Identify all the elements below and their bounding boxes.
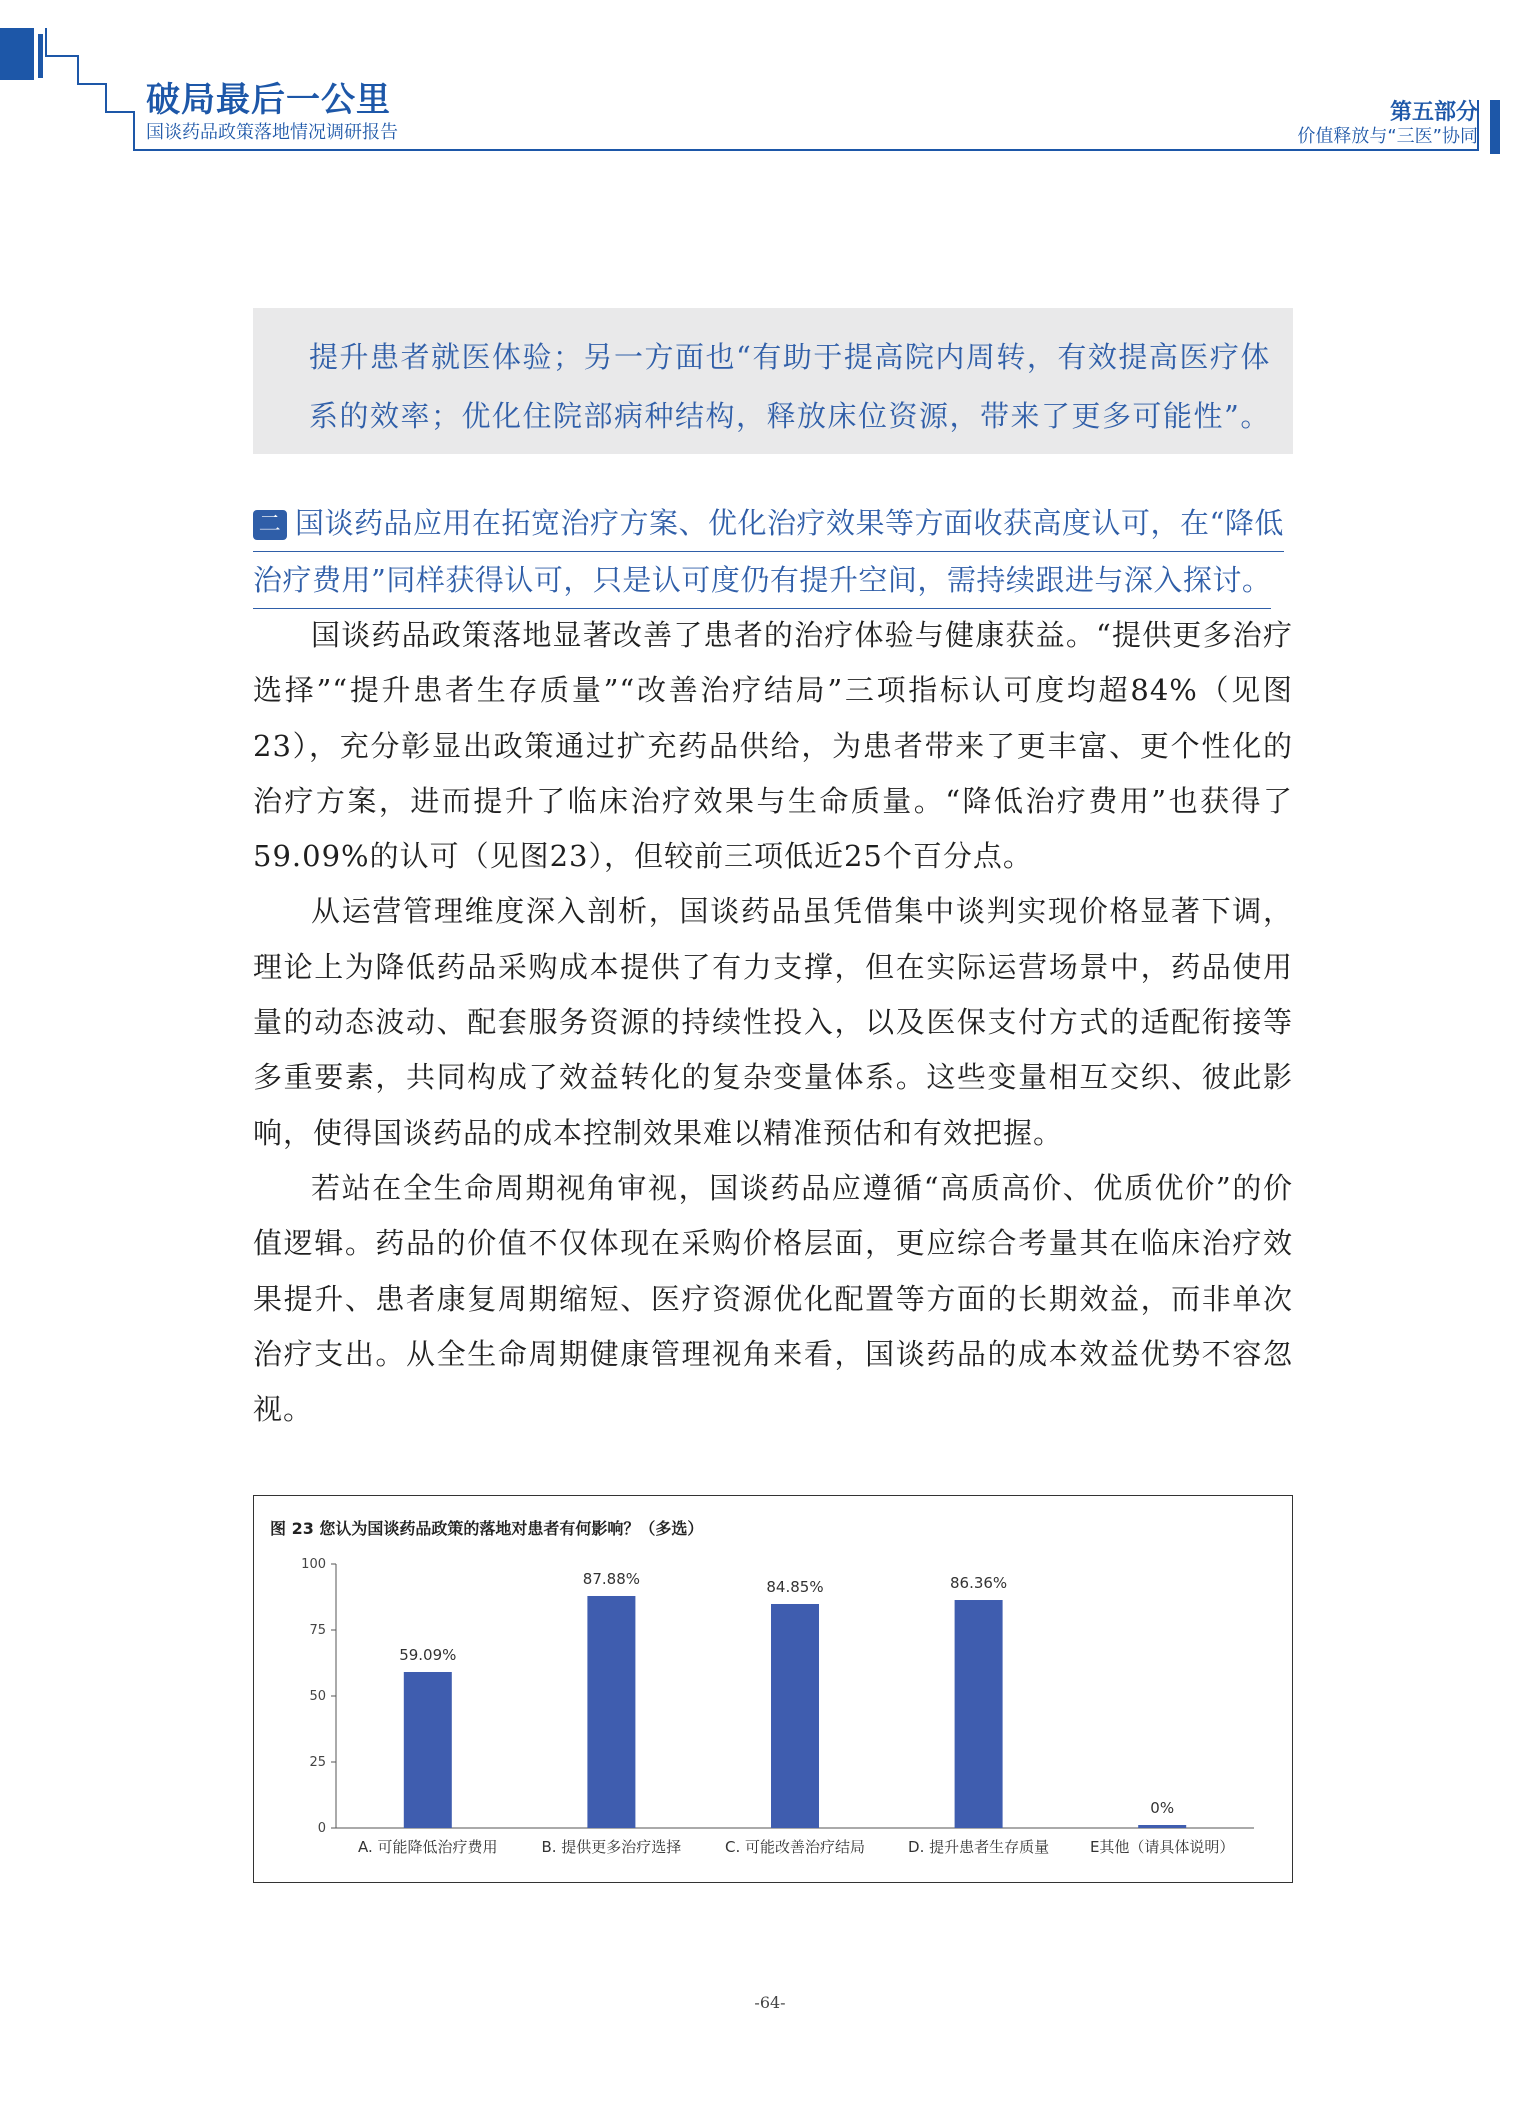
category-label: B. 提供更多治疗选择	[541, 1838, 682, 1856]
y-tick-label: 25	[309, 1755, 326, 1770]
quote-line: 提升患者就医体验；另一方面也“有助于提高院内周转，有效提高医疗体	[309, 340, 1271, 374]
body-text	[253, 608, 1293, 1437]
bar	[587, 1596, 635, 1828]
bar-value-label: 86.36%	[949, 1574, 1008, 1593]
section-number-badge: 二	[253, 510, 287, 540]
bar-chart	[254, 1496, 1291, 1881]
category-label: E其他（请具体说明）	[1089, 1838, 1235, 1856]
paragraph: 从运营管理维度深入剖析，国谈药品虽凭借集中谈判实现价格显著下调，理论上为降低药品采购成本提供了有力支撑，但在实际运营场景中，药品使用量的动态波动、配套服务资源的持续性投入，以及医保支付方式的适配衔接等多重要素，共同构成了效益转化的复杂变量体系。这些变量相互交织、彼此影响，使得国谈药品的成本控制效果难以精准预估和有效把握。	[253, 894, 1293, 1150]
header-tab-block	[0, 28, 34, 80]
y-tick-label: 75	[309, 1623, 326, 1638]
section-heading-line: 治疗费用”同样获得认可，只是认可度仍有提升空间，需持续跟进与深入探讨。	[253, 552, 1271, 609]
header-right-bar	[1490, 100, 1500, 154]
part-subtitle: 价值释放与“三医”协同	[1297, 126, 1478, 147]
header-tab-stripe	[38, 34, 43, 78]
category-label: A. 可能降低治疗费用	[358, 1838, 498, 1856]
category-label: D. 提升患者生存质量	[908, 1838, 1050, 1856]
quote-box	[253, 308, 1293, 454]
bar	[404, 1672, 452, 1828]
figure-title: 图 23 您认为国谈药品政策的落地对患者有何影响？（多选）	[270, 1519, 704, 1538]
report-subtitle: 国谈药品政策落地情况调研报告	[146, 122, 398, 143]
bar	[1138, 1825, 1186, 1828]
section-heading-line	[253, 495, 1284, 552]
bar-value-label: 0%	[1150, 1799, 1175, 1817]
paragraph: 国谈药品政策落地显著改善了患者的治疗体验与健康获益。“提供更多治疗选择”“提升患者生存质量”“改善治疗结局”三项指标认可度均超84%（见图23），充分彰显出政策通过扩充药品供给，为患者带来了更丰富、更个性化的治疗方案，进而提升了临床治疗效果与生命质量。“降低治疗费用”也获得了59.09%的认可（见图23），但较前三项低近25个百分点。	[253, 618, 1293, 874]
part-title: 第五部分	[1389, 100, 1478, 125]
figure-23	[253, 1495, 1293, 1883]
section-heading-text: 国谈药品应用在拓宽治疗方案、优化治疗效果等方面收获高度认可，在“降低	[295, 506, 1284, 540]
bar-value-label: 84.85%	[766, 1577, 824, 1596]
y-tick-label: 50	[309, 1689, 326, 1704]
category-label: C. 可能改善治疗结局	[724, 1838, 866, 1856]
report-title: 破局最后一公里	[146, 80, 391, 120]
bar-value-label: 59.09%	[399, 1646, 457, 1665]
bar	[955, 1600, 1003, 1828]
y-tick-label: 100	[301, 1557, 326, 1572]
section-heading	[253, 495, 1293, 609]
y-tick-label: 0	[317, 1821, 326, 1836]
quote-line: 系的效率；优化住院部病种结构，释放床位资源，带来了更多可能性”。	[309, 399, 1271, 433]
bar-value-label: 87.88%	[582, 1569, 641, 1588]
page-number: -64-	[754, 1993, 786, 2012]
paragraph: 若站在全生命周期视角审视，国谈药品应遵循“高质高价、优质优价”的价值逻辑。药品的价值不仅体现在采购价格层面，更应综合考量其在临床治疗效果提升、患者康复周期缩短、医疗资源优化配置等方面的长期效益，而非单次治疗支出。从全生命周期健康管理视角来看，国谈药品的成本效益优势不容忽视。	[253, 1170, 1293, 1427]
bar	[771, 1604, 819, 1828]
